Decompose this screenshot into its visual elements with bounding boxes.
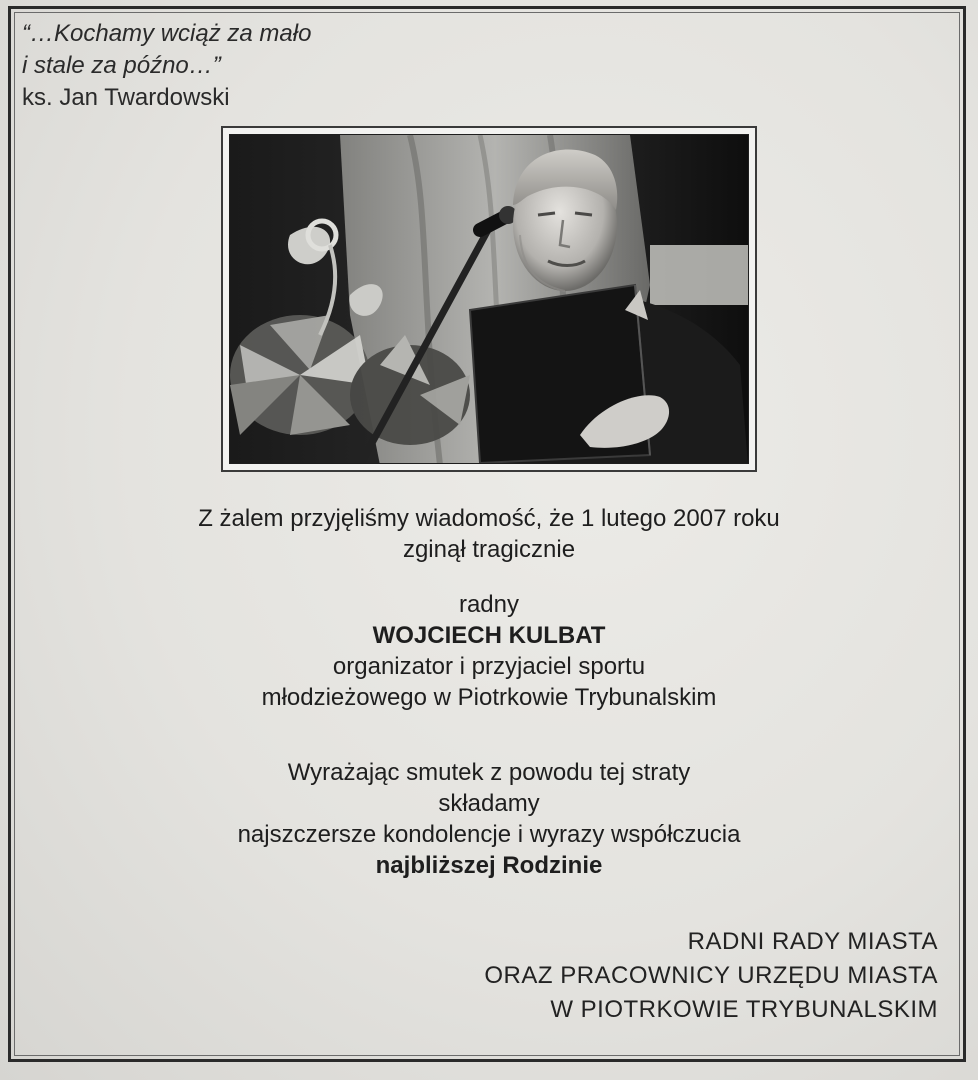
signature-line: RADNI RADY MIASTA xyxy=(687,928,938,955)
condolences-block xyxy=(0,757,978,881)
quote-author: ks. Jan Twardowski xyxy=(22,84,230,111)
quote-line: i stale za późno…” xyxy=(22,52,221,79)
condolences-line: najszczersze kondolencje i wyrazy współczucia xyxy=(237,821,741,848)
photo-frame xyxy=(221,126,757,472)
deceased-block xyxy=(0,589,978,713)
deceased-title: radny xyxy=(458,591,520,618)
signature-line: ORAZ PRACOWNICY URZĘDU MIASTA xyxy=(484,962,938,989)
portrait-photo-icon xyxy=(230,135,748,463)
deceased-name: WOJCIECH KULBAT xyxy=(372,622,606,649)
quote-line: “…Kochamy wciąż za mało xyxy=(22,20,312,47)
quote-block xyxy=(22,18,311,114)
condolences-line: Wyrażając smutek z powodu tej straty xyxy=(287,759,691,786)
portrait-photo xyxy=(229,134,749,464)
condolences-family: najbliższej Rodzinie xyxy=(375,852,603,879)
signature-block xyxy=(484,925,938,1027)
announcement-line: zginął tragicznie xyxy=(402,536,576,563)
announcement-block xyxy=(0,503,978,565)
signature-line: W PIOTRKOWIE TRYBUNALSKIM xyxy=(550,996,938,1023)
deceased-role-line: młodzieżowego w Piotrkowie Trybunalskim xyxy=(261,684,717,711)
condolences-line: składamy xyxy=(438,790,540,817)
announcement-line: Z żalem przyjęliśmy wiadomość, że 1 lutego 2007 roku xyxy=(198,505,780,532)
deceased-role-line: organizator i przyjaciel sportu xyxy=(332,653,646,680)
